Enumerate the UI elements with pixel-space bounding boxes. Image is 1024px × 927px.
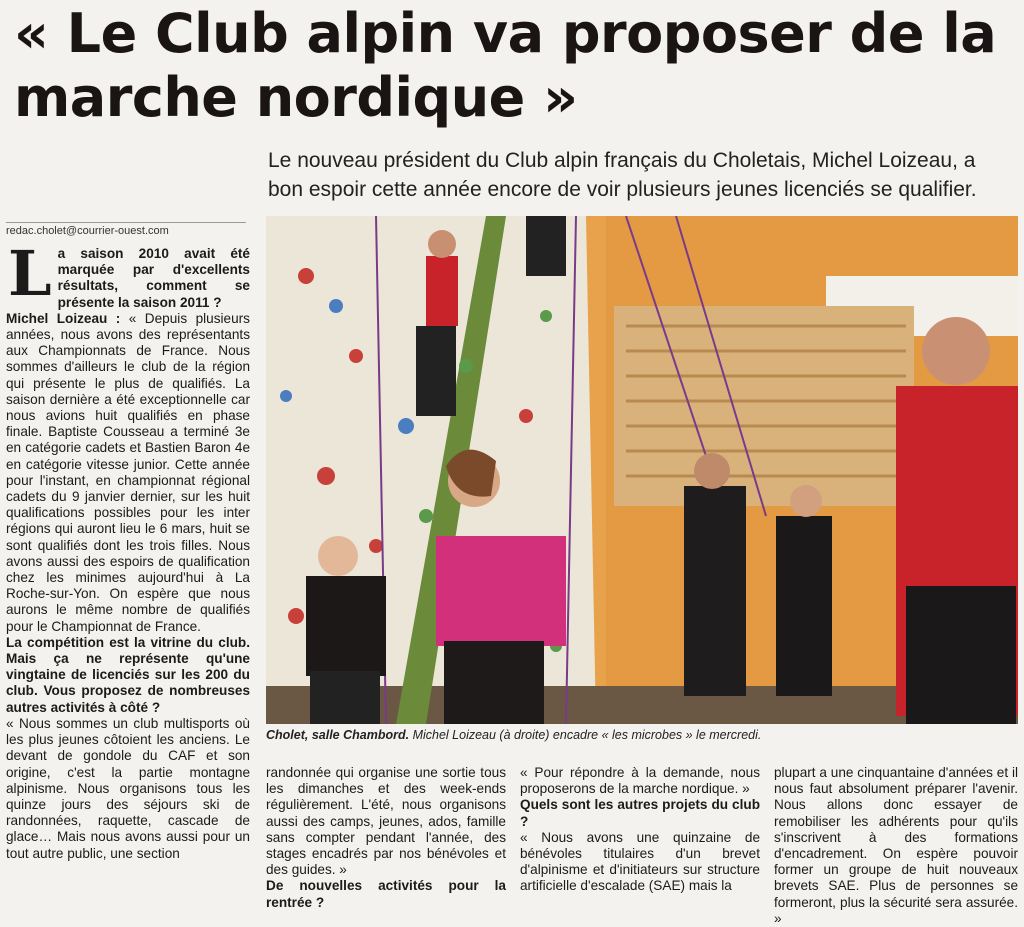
- column-2: [266, 765, 506, 911]
- column-1: [6, 237, 250, 862]
- answer-3: « Pour répondre à la demande, nous proposerons de la marche nordique. »: [520, 765, 760, 797]
- speaker-name: Michel Loizeau :: [6, 310, 121, 326]
- answer-2-continued: randonnée qui organise une sortie tous les dimanches et des week-ends régulièrement. L'été, nous organisons aussi des camps, jeunes, ados, famille sans compter pendant l'année, des stages encadrés par nos bénévoles et des guides. »: [266, 765, 506, 878]
- author-email[interactable]: redac.cholet@courrier-ouest.com: [6, 222, 246, 237]
- column-4: [774, 765, 1018, 927]
- climbing-photo: [266, 216, 1018, 724]
- photo-caption: [266, 728, 1018, 742]
- standfirst: Le nouveau président du Club alpin français du Choletais, Michel Loizeau, a bon espoir cette année encore de voir plusieurs jeunes licenciés se qualifier.: [268, 149, 977, 201]
- question-2: La compétition est la vitrine du club. Mais ça ne représente qu'une vingtaine de licenciés sur les 200 du club. Vous proposez de nombreuses autres activités à côté ?: [6, 634, 250, 715]
- drop-cap: L: [8, 237, 52, 310]
- headline: « Le Club alpin va proposer de la marche nordique »: [14, 2, 997, 129]
- question-4: Quels sont les autres projets du club ?: [520, 797, 760, 829]
- caption-place: Cholet, salle Chambord.: [266, 728, 410, 742]
- answer-4-continued: plupart a une cinquantaine d'années et il nous faut absolument préparer l'avenir. Nous allons donc essayer de remobiliser les adhérents pour qu'ils s'inscrivent à des formations d'encadrement. On espère pouvoir former un groupe de huit nouveaux brevets SAE. Plus de personnes se formeront, plus la sécurité sera assurée. »: [774, 765, 1018, 926]
- question-1: a saison 2010 avait été marquée par d'excellents résultats, comment se présente la saison 2011 ?: [57, 246, 250, 310]
- answer-4: « Nous avons une quinzaine de bénévoles titulaires d'un brevet d'alpinisme et d'initiateurs sur structure artificielle d'escalade (SAE) mais la: [520, 829, 760, 894]
- column-3: [520, 765, 760, 895]
- answer-2: « Nous sommes un club multisports où les plus jeunes côtoient les anciens. Le devant de gondole du CAF et son origine, c'est la partie montagne alpinisme. Nous organisons tous les quinze jours des séjours ski de randonnées, raquette, cascade de glace… Mais nous avons aussi pour un tout autre public, une section: [6, 715, 250, 861]
- answer-1: [6, 311, 250, 635]
- question-3: De nouvelles activités pour la rentrée ?: [266, 878, 506, 910]
- answer-1-text: « Depuis plusieurs années, nous avons des représentants aux Championnats de France. Nous sommes d'ailleurs le club de la région qui présente le plus de qualifiés. La saison dernière a été exceptionnelle car nous avions huit qualifiés en phase finale. Baptiste Cousseau a terminé 3e en catégorie cadets et Bastien Baron 4e en catégorie vitesse junior. Cette année pour l'instant, en championnat régional cadets du 9 janvier dernier, sur les huit qualifications possibles pour les inter régions qui auront lieu le 6 mars, huit se sont qualifiés dont les trois filles. Nous avons aussi des espoirs de qualification chez les minimes aujourd'hui à La Roche-sur-Yon. On espère que nous aurons le même nombre de qualifiés pour le Championnat de France.: [6, 310, 250, 634]
- caption-text: Michel Loizeau (à droite) encadre « les microbes » le mercredi.: [412, 728, 762, 742]
